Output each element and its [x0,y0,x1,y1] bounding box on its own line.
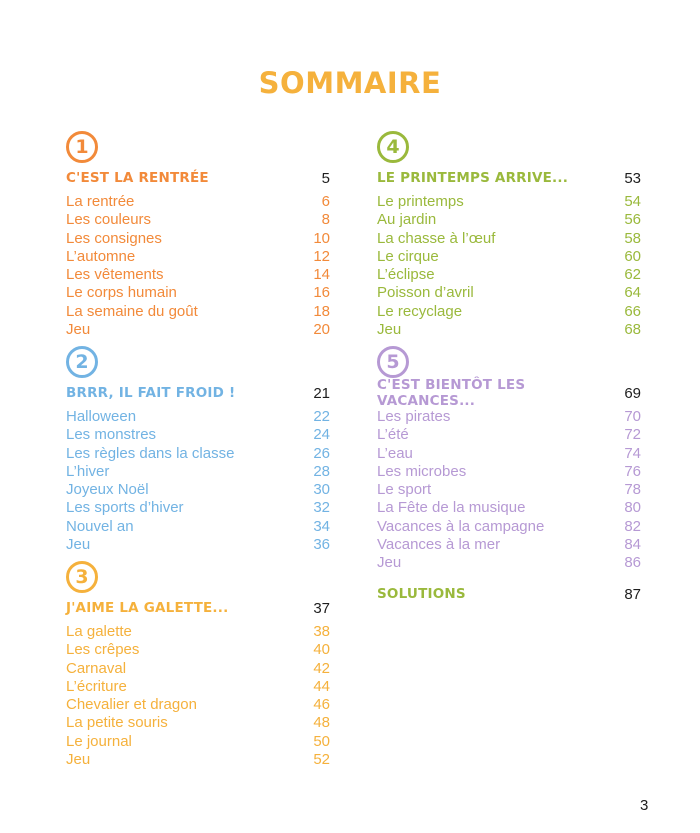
entry-page: 42 [313,659,330,677]
toc-entry[interactable] [377,518,641,536]
section-title: J'AIME LA GALETTE... [66,600,229,616]
entry-label: Les sports d’hiver [66,499,184,517]
entry-label: Les consignes [66,229,162,247]
section-heading[interactable] [377,168,641,188]
toc-entry[interactable] [377,408,641,426]
entry-page: 18 [313,302,330,320]
section-heading[interactable] [66,598,330,618]
entry-label: Carnaval [66,659,127,677]
section-items [66,623,330,769]
toc-entry[interactable] [66,733,330,751]
entry-page: 24 [313,426,330,444]
toc-entry[interactable] [66,623,330,641]
toc-entry[interactable] [66,193,330,211]
section-title: C'EST LA RENTRÉE [66,170,209,186]
toc-entry[interactable] [66,211,330,229]
entry-label: Le printemps [377,193,464,210]
entry-label: L’écriture [66,677,127,695]
entry-page: 8 [321,211,330,229]
toc-entry[interactable] [66,303,330,321]
entry-label: Jeu [377,554,402,572]
section-page: 21 [313,384,330,402]
entry-label: Nouvel an [66,517,134,535]
entry-page: 20 [313,321,330,339]
entry-page: 70 [624,408,641,425]
entry-page: 32 [313,499,330,517]
entry-label: L’été [377,426,409,444]
entry-label: Le recyclage [377,302,463,320]
section-heading[interactable] [66,383,330,403]
section-title: LE PRINTEMPS ARRIVE... [377,170,569,186]
entry-label: L’eau [377,444,413,462]
entry-label: Au jardin [377,211,437,229]
section-page: 53 [624,169,641,187]
toc-entry[interactable] [66,641,330,659]
entry-label: La semaine du goût [66,302,198,320]
entry-label: L’automne [66,247,136,265]
entry-page: 52 [313,751,330,769]
entry-page: 12 [313,247,330,265]
entry-label: La chasse à l’œuf [377,229,496,247]
entry-page: 66 [624,302,641,320]
entry-label: Joyeux Noël [66,481,149,499]
entry-label: Le corps humain [66,284,177,302]
entry-label: Jeu [377,321,402,339]
toc-entry[interactable] [66,499,330,517]
section-number-badge: 2 [66,346,98,378]
entry-label: L’hiver [66,462,110,480]
entry-label: Jeu [66,751,91,769]
page-title: SOMMAIRE [258,66,442,100]
entry-page: 34 [313,517,330,535]
entry-page: 30 [313,481,330,499]
toc-entry[interactable] [66,230,330,248]
solutions-page: 87 [624,585,641,603]
entry-page: 48 [313,714,330,732]
toc-entry[interactable] [377,284,641,302]
entry-label: Les crêpes [66,641,140,659]
entry-page: 72 [624,426,641,444]
entry-page: 78 [624,481,641,499]
page-number: 3 [640,797,649,814]
entry-label: Vacances à la mer [377,536,501,554]
entry-label: La rentrée [66,193,135,210]
entry-label: La petite souris [66,714,168,732]
toc-entry[interactable] [377,303,641,321]
toc-entry[interactable] [66,536,330,554]
section-items [377,408,641,573]
entry-page: 26 [313,444,330,462]
section-heading[interactable] [66,168,330,188]
entry-page: 54 [624,193,641,210]
toc-entry[interactable] [377,193,641,211]
entry-page: 76 [624,462,641,480]
entry-page: 28 [313,462,330,480]
entry-label: Les vêtements [66,266,164,284]
toc-entry[interactable] [377,266,641,284]
entry-label: Les monstres [66,426,157,444]
section-number-badge: 1 [66,131,98,163]
toc-entry[interactable] [66,714,330,732]
section-number-badge: 3 [66,561,98,593]
toc-entry[interactable] [66,463,330,481]
entry-page: 80 [624,499,641,517]
entry-label: Le cirque [377,247,439,265]
toc-entry[interactable] [66,696,330,714]
toc-entry[interactable] [377,481,641,499]
entry-label: Le journal [66,732,132,750]
entry-page: 16 [313,284,330,302]
entry-label: Jeu [66,536,91,554]
section-items [66,193,330,339]
toc-entry[interactable] [377,426,641,444]
entry-label: La galette [66,623,132,640]
entry-page: 82 [624,517,641,535]
toc-entry[interactable] [377,211,641,229]
section-title: BRRR, IL FAIT FROID ! [66,385,236,401]
entry-page: 22 [313,408,330,425]
toc-entry[interactable] [66,481,330,499]
toc-entry[interactable] [66,266,330,284]
toc-entry[interactable] [66,248,330,266]
entry-page: 68 [624,321,641,339]
entry-label: Les couleurs [66,211,152,229]
section-number-badge: 5 [377,346,409,378]
entry-label: Chevalier et dragon [66,696,197,714]
section-page: 37 [313,599,330,617]
toc-entry[interactable] [66,426,330,444]
entry-label: La Fête de la musique [377,499,526,517]
entry-page: 36 [313,536,330,554]
entry-page: 46 [313,696,330,714]
toc-entry[interactable] [377,445,641,463]
entry-page: 6 [321,193,330,210]
toc-entry[interactable] [377,536,641,554]
toc-entry[interactable] [377,248,641,266]
toc-entry[interactable] [66,518,330,536]
toc-entry[interactable] [377,321,641,339]
section-number-badge: 4 [377,131,409,163]
entry-label: Jeu [66,321,91,339]
entry-label: Halloween [66,408,137,425]
entry-label: Vacances à la campagne [377,517,545,535]
section-items [377,193,641,339]
toc-entry[interactable] [66,284,330,302]
section-items [66,408,330,554]
toc-entry[interactable] [66,660,330,678]
entry-label: Les pirates [377,408,451,425]
entry-page: 60 [624,247,641,265]
entry-label: L’éclipse [377,266,435,284]
entry-page: 58 [624,229,641,247]
entry-page: 64 [624,284,641,302]
toc-entry[interactable] [377,554,641,572]
entry-page: 14 [313,266,330,284]
entry-label: Les règles dans la classe [66,444,235,462]
toc-entry[interactable] [66,408,330,426]
solutions-title: SOLUTIONS [377,586,466,602]
section-page: 69 [624,384,641,402]
entry-page: 38 [313,623,330,640]
section-title: C'EST BIENTÔT LES VACANCES... [377,377,526,409]
entry-label: Poisson d’avril [377,284,474,302]
toc-solutions[interactable] [377,584,641,604]
toc-entry[interactable] [66,678,330,696]
toc-entry[interactable] [66,751,330,769]
toc-entry[interactable] [66,321,330,339]
entry-page: 86 [624,554,641,572]
toc-entry[interactable] [377,499,641,517]
entry-label: Le sport [377,481,432,499]
entry-page: 10 [313,229,330,247]
entry-page: 84 [624,536,641,554]
entry-page: 40 [313,641,330,659]
toc-entry[interactable] [377,463,641,481]
entry-label: Les microbes [377,462,467,480]
entry-page: 62 [624,266,641,284]
entry-page: 44 [313,677,330,695]
toc-entry[interactable] [66,445,330,463]
section-heading[interactable] [377,377,641,409]
entry-page: 56 [624,211,641,229]
entry-page: 74 [624,444,641,462]
section-page: 5 [321,169,330,187]
entry-page: 50 [313,732,330,750]
toc-entry[interactable] [377,230,641,248]
